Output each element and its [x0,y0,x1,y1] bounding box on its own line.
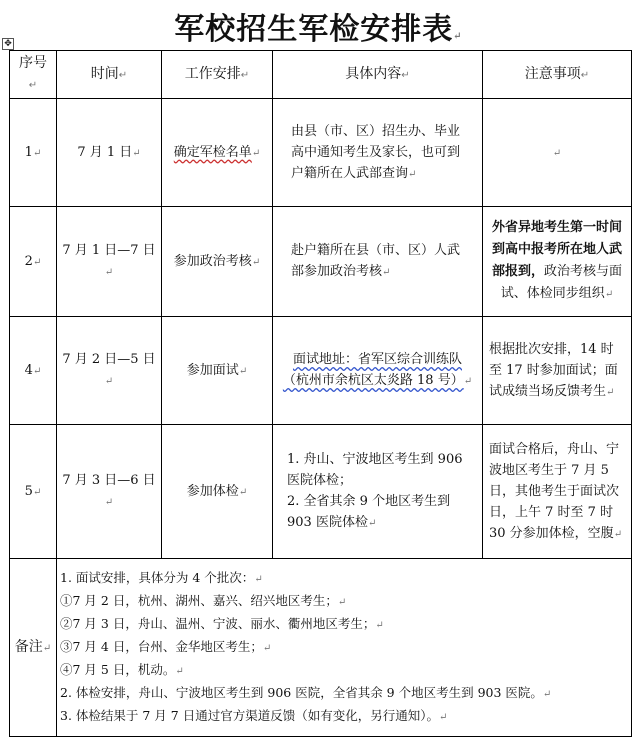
row1-time: 7 月 1 日↵ [57,99,162,207]
row2-note: 外省异地考生第一时间到高中报考所在地人武部报到，政治考核与面试、体检同步组织↵ [483,207,632,317]
row3-no: 4↵ [10,317,57,425]
schedule-table [9,50,632,737]
remark-line: 3. 体检结果于 7 月 7 日通过官方渠道反馈（如有变化，另行通知）。↵ [60,708,448,723]
row4-note: 面试合格后，舟山、宁波地区考生于 7 月 5 日，其他考生于面试次日，上午 7 时至 7 时 30 分参加体检，空腹↵ [483,425,632,559]
row3-content: 面试地址：省军区综合训练队 （杭州市余杭区太炎路 18 号）↵ [273,317,483,425]
row2-no: 2↵ [10,207,57,317]
row3-note: 根据批次安排，14 时至 17 时参加面试；面试成绩当场反馈考生↵ [483,317,632,425]
row4-no: 5↵ [10,425,57,559]
table-move-handle-icon[interactable]: ✥ [2,38,14,50]
row4-task: 参加体检↵ [162,425,273,559]
row2-content: 赴户籍所在县（市、区）人武部参加政治考核↵ [273,207,483,317]
remark-line: 2. 体检安排，舟山、宁波地区考生到 906 医院，全省其余 9 个地区考生到 903 医院。↵ [60,685,552,700]
page-title-text: 军校招生军检安排表 [174,12,454,47]
row4-content: 1. 舟山、宁波地区考生到 906 医院体检； 2. 全省其余 9 个地区考生到 903 医院体检↵ [273,425,483,559]
table-row [10,425,632,559]
page-title [0,4,637,48]
row3-task: 参加面试↵ [162,317,273,425]
remark-line: 1. 面试安排，具体分为 4 个批次：↵ [60,570,263,585]
row1-task: 确定军检名单↵ [162,99,273,207]
table-row [10,207,632,317]
header-time: 时间↵ [57,51,162,99]
remark-line: ②7 月 3 日，舟山、温州、宁波、丽水、衢州地区考生；↵ [60,616,384,631]
paragraph-mark: ↵ [453,31,463,42]
row2-time: 7 月 1 日—7 日↵ [57,207,162,317]
remark-line: ③7 月 4 日，台州、金华地区考生；↵ [60,639,272,654]
remarks-content [57,559,632,737]
remarks-row [10,559,632,737]
row3-time: 7 月 2 日—5 日↵ [57,317,162,425]
table-row [10,99,632,207]
row2-task: 参加政治考核↵ [162,207,273,317]
remark-line: ④7 月 5 日，机动。↵ [60,662,184,677]
header-content: 具体内容↵ [273,51,483,99]
row1-no: 1↵ [10,99,57,207]
remark-line: ①7 月 2 日，杭州、湖州、嘉兴、绍兴地区考生；↵ [60,593,347,608]
remarks-label: 备注↵ [10,559,57,737]
row1-note: ↵ [483,99,632,207]
row1-content: 由县（市、区）招生办、毕业高中通知考生及家长，也可到户籍所在人武部查询↵ [273,99,483,207]
table-header-row [10,51,632,99]
row4-time: 7 月 3 日—6 日↵ [57,425,162,559]
header-note: 注意事项↵ [483,51,632,99]
header-task: 工作安排↵ [162,51,273,99]
header-no: 序号↵ [10,51,57,99]
table-row [10,317,632,425]
